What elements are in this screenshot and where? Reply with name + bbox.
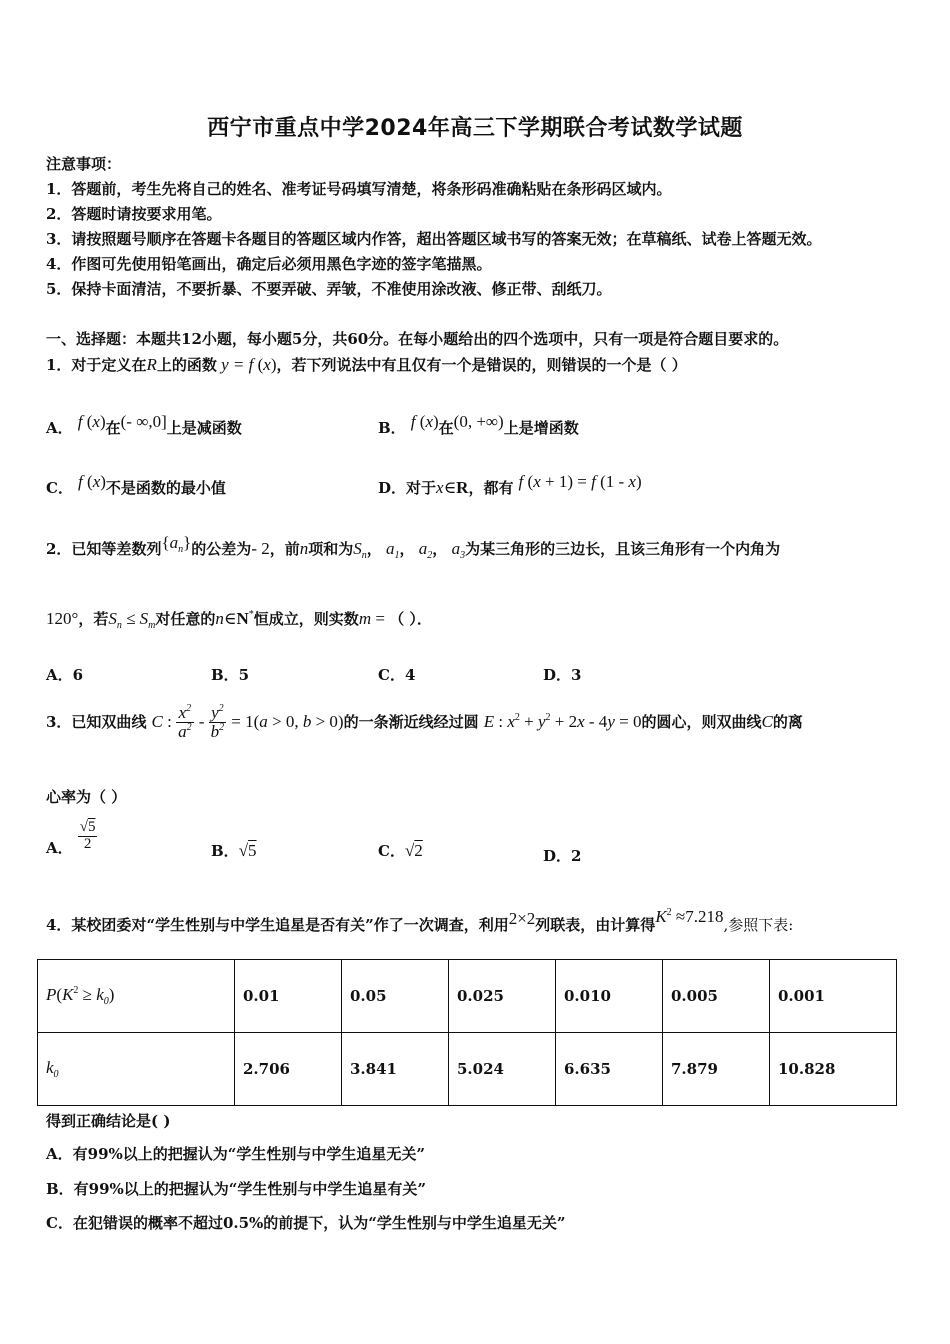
table-cell: 7.879 [663, 1033, 770, 1106]
table-cell: 0.05 [342, 960, 449, 1033]
q1-option-a[interactable]: A． f (x)在(- ∞,0]上是减函数 [46, 412, 242, 437]
q1-option-d[interactable]: D．对于x∈R，都有 f (x + 1) = f (1 - x) [378, 472, 642, 497]
q3-option-c[interactable]: C．√2 [378, 841, 423, 860]
q4-conclusion-prompt: 得到正确结论是( ) [46, 1112, 171, 1130]
question-2-line1: 2．已知等差数列$\{a_n\}$的公差为- 2，前n项和为$S_n$， $a_1$， $a_2$， $a_3$为某三角形的三边长，且该三角形有一个内角为 [46, 533, 781, 561]
table-header-cell: $P(K^2 \ge k_0)$ [38, 960, 235, 1033]
q1-option-b[interactable]: B． f (x)在(0, +∞)上是增函数 [378, 412, 579, 437]
table-cell: 5.024 [449, 1033, 556, 1106]
q3-option-d[interactable]: D．2 [543, 847, 582, 865]
question-2-line2: 120°，若$S_n \le S_m$对任意的n∈N*恒成立，则实数m = （ ）． [46, 609, 432, 631]
page-title: 西宁市重点中学2024年高三下学期联合考试数学试题 [207, 116, 743, 141]
table-cell: 6.635 [556, 1033, 663, 1106]
table-row [38, 960, 897, 1033]
table-cell: 0.001 [770, 960, 897, 1033]
table-cell: 0.025 [449, 960, 556, 1033]
q1-option-c[interactable]: C． f (x)不是函数的最小值 [46, 472, 226, 497]
q2-option-a[interactable]: A．6 [46, 666, 84, 684]
q2-option-b[interactable]: B．5 [211, 666, 250, 684]
q4-option-b[interactable]: B．有99%以上的把握认为“学生性别与中学生追星有关” [46, 1180, 427, 1198]
table-row [38, 1033, 897, 1106]
notice-item: 4．作图可先使用铅笔画出，确定后必须用黑色字迹的签字笔描黑。 [46, 255, 492, 273]
q2-option-c[interactable]: C．4 [378, 666, 416, 684]
critical-value-table [37, 959, 897, 1106]
table-cell: 10.828 [770, 1033, 897, 1106]
notice-item: 2．答题时请按要求用笔。 [46, 205, 222, 223]
q3-option-a[interactable]: A． $\frac{√5}{2}$ [46, 819, 96, 857]
question-1: 1．对于定义在R上的函数 y = f (x)，若下列说法中有且仅有一个是错误的，则错误的一个是（ ） [46, 355, 687, 374]
question-4: 4．某校团委对“学生性别与中学生追星是否有关”作了一次调查，利用2×2列联表，由计算得$K^2 \approx 7.218$,参照下表: [46, 907, 794, 934]
q4-option-a[interactable]: A．有99%以上的把握认为“学生性别与中学生追星无关” [46, 1145, 426, 1163]
table-cell: 0.005 [663, 960, 770, 1033]
table-cell: 0.010 [556, 960, 663, 1033]
notice-heading: 注意事项： [46, 155, 122, 173]
q2-option-d[interactable]: D．3 [543, 666, 582, 684]
section-heading: 一、选择题：本题共12小题，每小题5分，共60分。在每小题给出的四个选项中，只有一项是符合题目要求的。 [46, 330, 789, 348]
table-cell: 3.841 [342, 1033, 449, 1106]
table-cell: 0.01 [235, 960, 342, 1033]
notice-item: 3．请按照题号顺序在答题卡各题目的答题区域内作答，超出答题区域书写的答案无效；在草稿纸、试卷上答题无效。 [46, 230, 822, 248]
q4-option-c[interactable]: C．在犯错误的概率不超过0.5%的前提下，认为“学生性别与中学生追星无关” [46, 1214, 566, 1232]
q3-option-b[interactable]: B．√5 [211, 841, 257, 860]
question-3-line2: 心率为（ ） [46, 788, 127, 806]
notice-item: 1．答题前，考生先将自己的姓名、准考证号码填写清楚，将条形码准确粘贴在条形码区域内。 [46, 180, 672, 198]
question-3-line1: 3．已知双曲线 C : $\frac{x^2}{a^2}$ - $\frac{y^2}{b^2}$ = 1(a > 0, b > 0)的一条渐近线经过圆 E : $x^2 + y^2 + 2x - 4y = 0$的圆心，则双曲线C的离 [46, 703, 803, 741]
table-header-cell: $k_0$ [38, 1033, 235, 1106]
notice-item: 5．保持卡面清洁，不要折暴、不要弄破、弄皱，不准使用涂改液、修正带、刮纸刀。 [46, 280, 612, 298]
table-cell: 2.706 [235, 1033, 342, 1106]
